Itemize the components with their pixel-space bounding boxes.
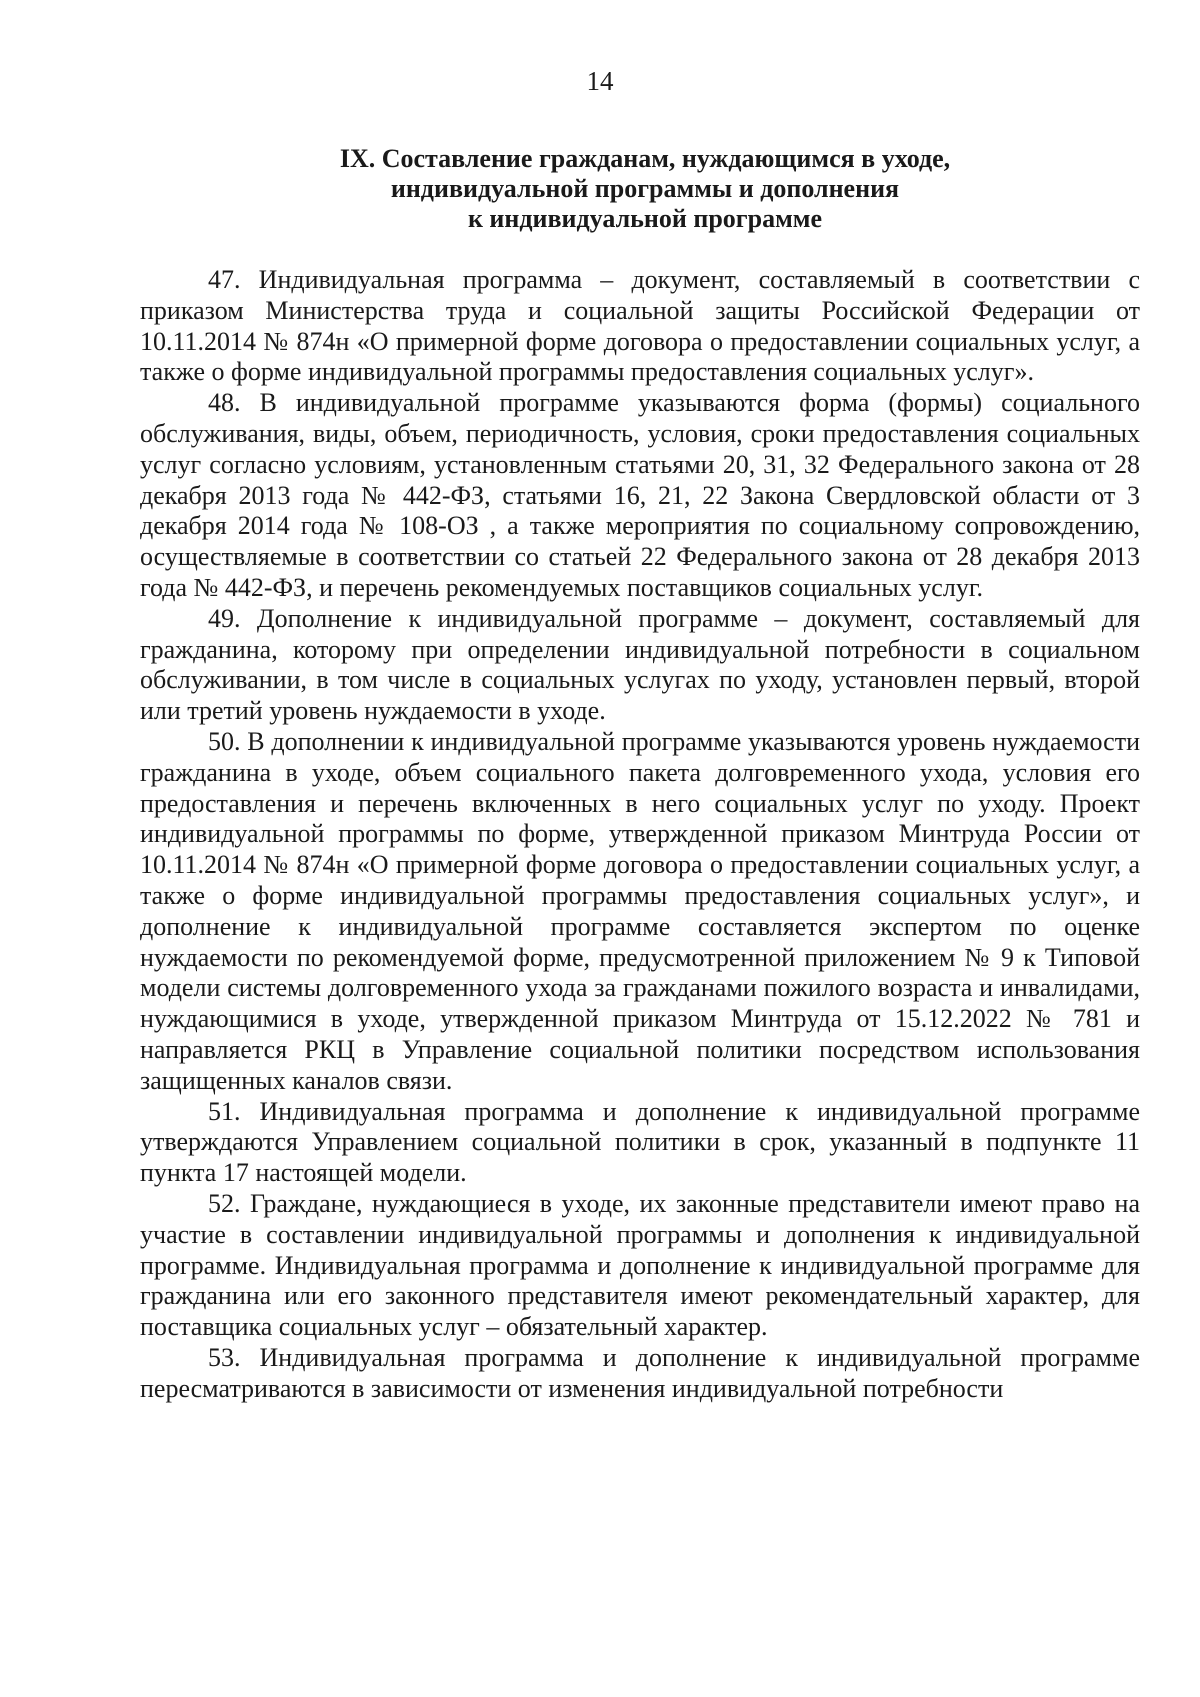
heading-line-3: к индивидуальной программе: [467, 204, 823, 233]
paragraph-47: 47. Индивидуальная программа – документ, составляемый в соответствии с приказом Министерства труда и социальной защиты Российской Федерации от 10.11.2014 № 874н «О примерной форме договора о предоставлении социальных услуг, а также о форме индивидуальной программы предоставления социальных услуг».: [140, 265, 1140, 387]
paragraph-50: 50. В дополнении к индивидуальной программе указываются уровень нуждаемости гражданина в уходе, объем социального пакета долговременного ухода, условия его предоставления и перечень включенных в него социальных услуг по уходу. Проект индивидуальной программы по форме, утвержденной приказом Минтруда России от 10.11.2014 № 874н «О примерной форме договора о предоставлении социальных услуг, а также о форме индивидуальной программы предоставления социальных услуг», и дополнение к индивидуальной программе составляется экспертом по оценке нуждаемости по рекомендуемой форме, предусмотренной приложением № 9 к Типовой модели системы долговременного ухода за гражданами пожилого возраста и инвалидами, нуждающимися в уходе, утвержденной приказом Минтруда от 15.12.2022 № 781 и направляется РКЦ в Управление социальной политики посредством использования защищенных каналов связи.: [140, 726, 1140, 1095]
body-text: [140, 265, 1140, 1404]
paragraph-51: 51. Индивидуальная программа и дополнение к индивидуальной программе утверждаются Управлением социальной политики в срок, указанный в подпункте 11 пункта 17 настоящей модели.: [140, 1096, 1140, 1188]
heading-line-2: индивидуальной программы и дополнения: [390, 174, 900, 203]
section-heading: [200, 144, 1090, 234]
paragraph-52: 52. Граждане, нуждающиеся в уходе, их законные представители имеют право на участие в составлении индивидуальной программы и дополнения к индивидуальной программе. Индивидуальная программа и дополнение к индивидуальной программе для гражданина или его законного представителя имеют рекомендательный характер, для поставщика социальных услуг – обязательный характер.: [140, 1188, 1140, 1342]
paragraph-49: 49. Дополнение к индивидуальной программе – документ, составляемый для гражданина, которому при определении индивидуальной потребности в социальном обслуживании, в том числе в социальных услугах по уходу, установлен первый, второй или третий уровень нуждаемости в уходе.: [140, 603, 1140, 726]
paragraph-48: 48. В индивидуальной программе указываются форма (формы) социального обслуживания, виды, объем, периодичность, условия, сроки предоставления социальных услуг согласно условиям, установленным статьями 20, 31, 32 Федерального закона от 28 декабря 2013 года № 442-ФЗ, статьями 16, 21, 22 Закона Свердловской области от 3 декабря 2014 года № 108-ОЗ , а также мероприятия по социальному сопровождению, осуществляемые в соответствии со статьей 22 Федерального закона от 28 декабря 2013 года № 442-ФЗ, и перечень рекомендуемых поставщиков социальных услуг.: [140, 388, 1140, 602]
paragraph-53: 53. Индивидуальная программа и дополнение к индивидуальной программе пересматриваются в зависимости от изменения индивидуальной потребности: [140, 1342, 1140, 1403]
page-number: 14: [586, 66, 614, 96]
heading-line-1: IX. Составление гражданам, нуждающимся в уходе,: [339, 144, 951, 173]
